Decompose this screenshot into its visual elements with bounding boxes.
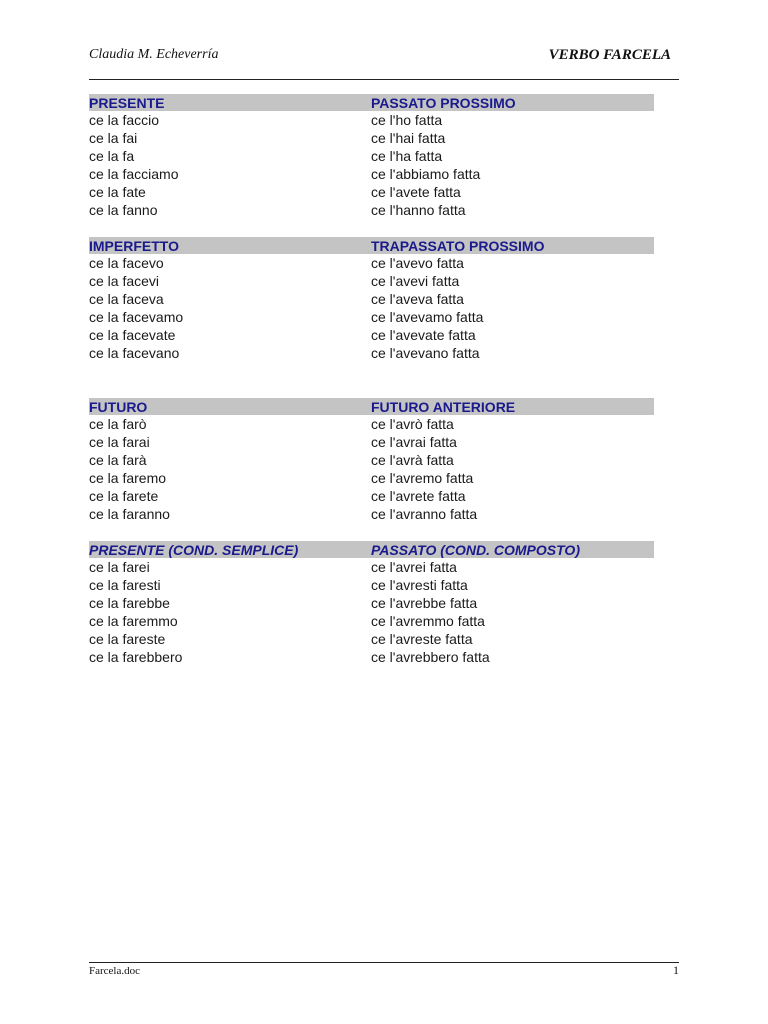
conjugation-row: ce l'avresti fatta	[371, 577, 468, 593]
conjugation-row: ce l'avrai fatta	[371, 434, 457, 450]
conjugation-row: ce la fanno	[89, 202, 158, 218]
conjugation-row: ce la faccio	[89, 112, 160, 128]
right-heading: TRAPASSATO PROSSIMO	[371, 237, 545, 254]
conjugation-row: ce la facevo	[89, 255, 164, 271]
conjugation-row: ce la farete	[89, 488, 159, 504]
left-heading: PRESENTE (COND. SEMPLICE)	[89, 541, 299, 558]
conjugation-row: ce la facevate	[89, 327, 176, 343]
conjugation-row: ce l'avete fatta	[371, 184, 461, 200]
document-title: VERBO FARCELA	[548, 47, 671, 63]
conjugation-row: ce l'hai fatta	[371, 130, 446, 146]
conjugation-row: ce l'avevi fatta	[371, 273, 460, 289]
conjugation-row: ce la facevamo	[89, 309, 184, 325]
conjugation-row: ce la fai	[89, 130, 138, 146]
left-conjugation-column	[89, 415, 371, 523]
conjugation-row: ce la faremmo	[89, 613, 178, 629]
conjugation-row: ce l'avrò fatta	[371, 416, 454, 432]
right-conjugation-column	[371, 111, 653, 219]
section-heading-band	[89, 94, 654, 111]
conjugation-row: ce la facevi	[89, 273, 160, 289]
conjugation-row: ce la farà	[89, 452, 147, 468]
conjugation-row: ce l'avevate fatta	[371, 327, 476, 343]
conjugation-row: ce l'ho fatta	[371, 112, 443, 128]
page-number: 1	[673, 963, 679, 977]
conjugation-row: ce l'avremo fatta	[371, 470, 474, 486]
section-heading-band	[89, 398, 654, 415]
conjugation-row: ce l'avevano fatta	[371, 345, 480, 361]
conjugation-row: ce l'aveva fatta	[371, 291, 464, 307]
left-conjugation-column	[89, 254, 371, 362]
left-heading: IMPERFETTO	[89, 237, 179, 254]
left-conjugation-column	[89, 558, 371, 666]
conjugation-row: ce l'avevamo fatta	[371, 309, 484, 325]
conjugation-row: ce la faresti	[89, 577, 161, 593]
footer-filename: Farcela.doc	[89, 965, 140, 977]
section-heading-band	[89, 541, 654, 558]
left-heading: FUTURO	[89, 398, 148, 415]
author-name: Claudia M. Echeverría	[89, 47, 219, 62]
right-heading: PASSATO (COND. COMPOSTO)	[371, 541, 580, 558]
right-heading: PASSATO PROSSIMO	[371, 94, 516, 111]
conjugation-row: ce la farai	[89, 434, 150, 450]
conjugation-row: ce la farebbero	[89, 649, 183, 665]
conjugation-row: ce l'avrete fatta	[371, 488, 466, 504]
conjugation-row: ce la farò	[89, 416, 147, 432]
conjugation-row: ce l'abbiamo fatta	[371, 166, 481, 182]
left-conjugation-column	[89, 111, 371, 219]
page-header	[89, 47, 679, 80]
conjugation-row: ce l'avremmo fatta	[371, 613, 485, 629]
right-conjugation-column	[371, 254, 653, 362]
tense-section-condizionale	[89, 541, 654, 666]
conjugation-row: ce la faranno	[89, 506, 170, 522]
conjugation-row: ce la farebbe	[89, 595, 170, 611]
conjugation-row: ce la farei	[89, 559, 150, 575]
conjugation-row: ce l'avrei fatta	[371, 559, 457, 575]
left-heading: PRESENTE	[89, 94, 165, 111]
conjugation-row: ce l'avranno fatta	[371, 506, 478, 522]
right-heading: FUTURO ANTERIORE	[371, 398, 516, 415]
conjugation-row: ce la facevano	[89, 345, 180, 361]
section-heading-band	[89, 237, 654, 254]
right-conjugation-column	[371, 558, 653, 666]
conjugation-row: ce la fa	[89, 148, 135, 164]
conjugation-row: ce la fareste	[89, 631, 166, 647]
conjugation-row: ce la fate	[89, 184, 146, 200]
conjugation-row: ce la faremo	[89, 470, 167, 486]
tense-section-imperfetto	[89, 237, 654, 362]
conjugation-row: ce l'ha fatta	[371, 148, 443, 164]
conjugation-row: ce l'hanno fatta	[371, 202, 466, 218]
conjugation-row: ce l'avevo fatta	[371, 255, 464, 271]
tense-section-presente	[89, 94, 654, 219]
conjugation-row: ce la facciamo	[89, 166, 179, 182]
tense-section-futuro	[89, 398, 654, 523]
right-conjugation-column	[371, 415, 653, 523]
conjugation-row: ce l'avrebbe fatta	[371, 595, 478, 611]
conjugation-row: ce l'avrà fatta	[371, 452, 454, 468]
conjugation-row: ce l'avrebbero fatta	[371, 649, 490, 665]
conjugation-row: ce l'avreste fatta	[371, 631, 473, 647]
conjugation-row: ce la faceva	[89, 291, 164, 307]
page-footer	[89, 962, 679, 977]
